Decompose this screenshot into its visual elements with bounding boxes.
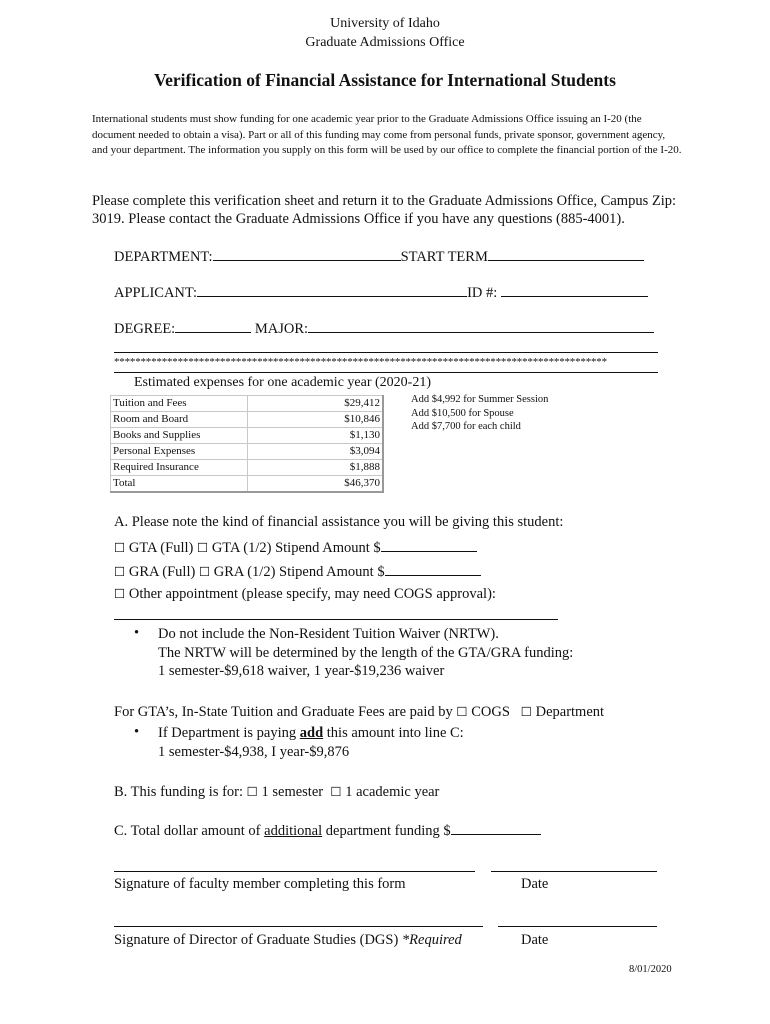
expense-value: $1,130 [248, 428, 384, 444]
director-date-input[interactable] [498, 926, 657, 927]
expenses-table [110, 395, 384, 493]
note-child: Add $7,700 for each child [411, 421, 521, 432]
note-spouse: Add $10,500 for Spouse [411, 407, 514, 419]
expense-value: $46,370 [248, 476, 384, 493]
section-b-label: B. This funding is for: [114, 784, 244, 800]
gta-full-label: GTA (Full) [128, 540, 194, 556]
divider-top [114, 352, 658, 353]
expense-value: $29,412 [248, 396, 384, 412]
gra-stipend-input[interactable] [385, 562, 481, 576]
bullet-dot-icon: • [134, 724, 140, 740]
department-input[interactable] [213, 247, 401, 261]
faculty-date-label: Date [521, 876, 549, 892]
gta-full-checkbox[interactable]: ☐ [114, 540, 126, 555]
gra-half-checkbox[interactable]: ☐ [198, 564, 211, 579]
expense-label: Room and Board [111, 412, 248, 428]
other-row [114, 586, 496, 603]
major-label: MAJOR: [251, 321, 309, 337]
gra-half-label: GRA (1/2) Stipend Amount $ [213, 564, 385, 580]
expense-label: Tuition and Fees [111, 396, 248, 412]
instructions-paragraph: Please complete this verification sheet and return it to the Graduate Admissions Office, Campus Zip: 3019. Please contact the Graduate Admissions Office if you have any questions (885-4001). [92, 193, 677, 227]
director-label-text: Signature of Director of Graduate Studies (DGS) [114, 932, 402, 948]
faculty-signature-input[interactable] [114, 871, 475, 872]
faculty-date-input[interactable] [491, 871, 657, 872]
gta-fees-row [114, 704, 604, 721]
section-a-heading: A. Please note the kind of financial assistance you will be giving this student: [114, 514, 564, 530]
academic-year-label: 1 academic year [345, 784, 440, 800]
form-title: Verification of Financial Assistance for International Students [154, 70, 616, 90]
section-c-text-additional: additional [264, 823, 323, 839]
footer-date: 8/01/2020 [629, 964, 672, 975]
note-summer: Add $4,992 for Summer Session [411, 394, 549, 405]
star-divider: ********************************************************************************************* [114, 356, 607, 368]
required-marker: *Required [401, 932, 462, 948]
expense-label: Required Insurance [111, 460, 248, 476]
cogs-checkbox[interactable]: ☐ [456, 704, 468, 719]
table-row [111, 476, 384, 493]
expense-value: $3,094 [248, 444, 384, 460]
table-row [111, 412, 384, 428]
department-paying-note [158, 724, 464, 761]
expense-value: $1,888 [248, 460, 384, 476]
other-specify-input[interactable] [114, 619, 558, 620]
table-row [111, 428, 384, 444]
gra-full-checkbox[interactable]: ☐ [114, 564, 126, 579]
gra-full-label: GRA (Full) [128, 564, 196, 580]
bullet-dot-icon: • [134, 625, 140, 641]
expense-label: Personal Expenses [111, 444, 248, 460]
table-row [111, 396, 384, 412]
gta-fees-label: For GTA’s, In-State Tuition and Graduate Fees are paid by [114, 704, 453, 720]
one-semester-checkbox[interactable]: ☐ [246, 784, 258, 799]
divider-bottom [114, 372, 658, 373]
director-signature-label [114, 932, 462, 949]
expense-value: $10,846 [248, 412, 384, 428]
department-checkbox[interactable]: ☐ [520, 704, 532, 719]
expense-label: Total [111, 476, 248, 493]
paying-text-b: this amount into line C: [323, 725, 464, 741]
department-paying-line-1 [158, 724, 464, 743]
total-funding-input[interactable] [451, 821, 541, 835]
id-input[interactable] [501, 283, 648, 297]
director-date-label: Date [521, 932, 549, 948]
applicant-row [114, 283, 648, 302]
degree-label: DEGREE: [114, 321, 176, 337]
other-label: Other appointment (please specify, may need COGS approval): [128, 586, 496, 602]
department-label: DEPARTMENT: [114, 249, 213, 265]
section-c-text-b: department funding $ [322, 823, 451, 839]
applicant-input[interactable] [197, 283, 467, 297]
faculty-signature-label: Signature of faculty member completing this form [114, 876, 406, 892]
gta-half-label: GTA (1/2) Stipend Amount $ [211, 540, 381, 556]
major-input[interactable] [308, 319, 654, 333]
gra-row [114, 562, 481, 581]
gta-row [114, 538, 477, 557]
expense-label: Books and Supplies [111, 428, 248, 444]
degree-input[interactable] [175, 319, 251, 333]
table-row [111, 444, 384, 460]
paying-text-add: add [299, 725, 324, 741]
expense-notes [411, 393, 548, 434]
nrtw-line-1: Do not include the Non-Resident Tuition Waiver (NRTW). [158, 626, 499, 642]
paying-text-a: If Department is paying [158, 725, 300, 741]
nrtw-line-3: 1 semester-$9,618 waiver, 1 year-$19,236 waiver [158, 663, 445, 679]
applicant-label: APPLICANT: [114, 285, 198, 301]
gta-stipend-input[interactable] [381, 538, 477, 552]
nrtw-line-2: The NRTW will be determined by the length of the GTA/GRA funding: [158, 644, 574, 661]
one-semester-label: 1 semester [261, 784, 324, 800]
university-name: University of Idaho [330, 16, 440, 31]
department-row [114, 247, 644, 266]
expenses-title: Estimated expenses for one academic year (2020-21) [134, 375, 431, 390]
intro-paragraph: International students must show funding for one academic year prior to the Graduate Admissions Office issuing an I-20 (the document needed to obtain a visa). Part or all of this funding may come from personal funds, private sponsor, government agency, and your department. The information you supply on this form will be used by our office to complete the financial portion of the I-20. [92, 113, 682, 156]
department-paying-line-2: 1 semester-$4,938, I year-$9,876 [158, 743, 350, 760]
office-name: Graduate Admissions Office [305, 35, 465, 50]
id-label: ID #: [467, 285, 501, 301]
section-c-text-a: C. Total dollar amount of [114, 823, 265, 839]
director-signature-input[interactable] [114, 926, 483, 927]
academic-year-checkbox[interactable]: ☐ [330, 784, 342, 799]
section-c-row [114, 821, 541, 840]
section-b-row [114, 784, 439, 801]
cogs-label: COGS [471, 704, 510, 720]
start-term-label: START TERM [400, 249, 488, 265]
table-row [111, 460, 384, 476]
gta-half-checkbox[interactable]: ☐ [196, 540, 209, 555]
nrtw-note [158, 625, 573, 681]
start-term-input[interactable] [488, 247, 644, 261]
department-option-label: Department [535, 704, 605, 720]
degree-row [114, 319, 654, 338]
other-checkbox[interactable]: ☐ [114, 586, 126, 601]
